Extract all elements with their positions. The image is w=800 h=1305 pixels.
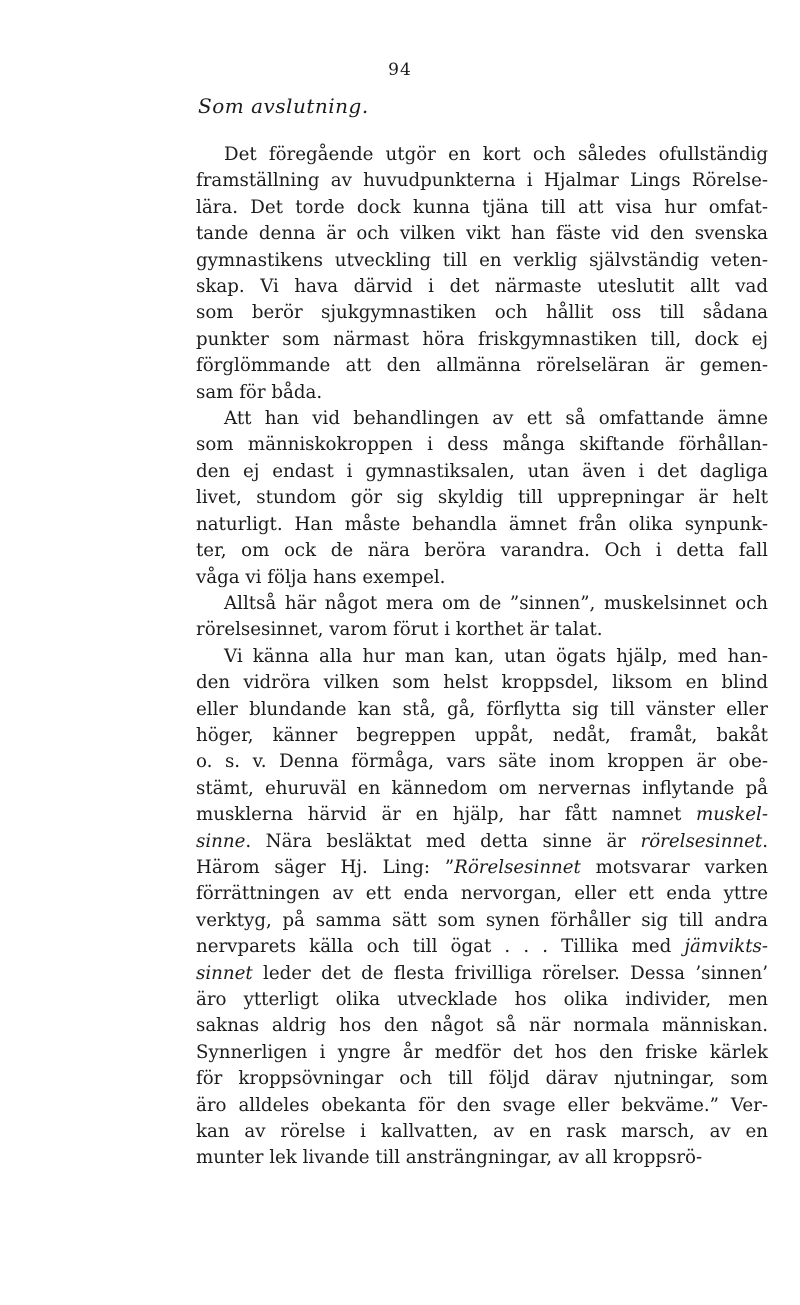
italic-term: muskel-	[695, 804, 768, 826]
page-number: 94	[388, 60, 412, 80]
text-segment: förrättningen av ett enda nervorgan, eller ett enda yttre	[196, 883, 768, 905]
text-line	[196, 1040, 768, 1066]
text-line	[196, 459, 768, 485]
text-line	[196, 1093, 768, 1119]
body-text	[196, 142, 768, 1172]
text-line	[196, 749, 768, 775]
italic-term: jämvikts-	[684, 936, 768, 958]
text-segment: sam för båda.	[196, 381, 323, 403]
text-line	[196, 565, 768, 591]
text-line	[196, 829, 768, 855]
text-line	[196, 142, 768, 168]
text-segment: höger, känner begreppen uppåt, nedåt, framåt, bakåt	[196, 724, 768, 746]
text-segment: som människokroppen i dess många skiftande förhållan-	[196, 434, 768, 456]
text-line	[196, 327, 768, 353]
text-line	[196, 776, 768, 802]
text-line	[196, 591, 768, 617]
text-segment: den vidröra vilken som helst kroppsdel, liksom en blind	[196, 672, 768, 694]
text-segment: för kroppsövningar och till följd därav njutningar, som	[196, 1068, 768, 1090]
text-line	[196, 987, 768, 1013]
text-line	[196, 432, 768, 458]
text-line	[196, 380, 768, 406]
text-line	[196, 485, 768, 511]
text-line	[196, 538, 768, 564]
text-segment: framställning av huvudpunkterna i Hjalmar Lings Rörelse-	[196, 170, 768, 192]
text-line	[196, 723, 768, 749]
text-segment: motsvarar varken	[580, 856, 768, 878]
text-segment: Vi känna alla hur man kan, utan ögats hjälp, med han-	[224, 645, 768, 667]
text-line	[196, 934, 768, 960]
text-segment: nervparets källa och till ögat . . . Tillika med	[196, 936, 685, 958]
text-line	[196, 195, 768, 221]
text-segment: o. s. v. Denna förmåga, vars säte inom kroppen är obe-	[196, 751, 768, 773]
paragraph	[196, 406, 768, 591]
italic-term: sinnet	[196, 962, 253, 984]
text-segment: Härom säger Hj. Ling: ”	[196, 856, 455, 878]
text-line	[196, 300, 768, 326]
text-segment: gymnastikens utveckling till en verklig självständig veten-	[196, 249, 768, 271]
text-segment: äro ytterligt olika utvecklade hos olika individer, men	[196, 989, 768, 1010]
text-segment: musklerna härvid är en hjälp, har fått namnet	[196, 804, 696, 826]
text-line	[196, 221, 768, 247]
text-segment: våga vi följa hans exempel.	[196, 566, 446, 588]
italic-term: rörelsesinnet	[640, 830, 763, 852]
text-segment: . Nära besläktat med detta sinne är	[245, 830, 641, 852]
text-segment: livet, stundom gör sig skyldig till upprepningar är helt	[196, 487, 768, 509]
text-line	[196, 855, 768, 881]
text-line	[196, 1145, 768, 1171]
text-line	[196, 168, 768, 194]
text-segment: Det föregående utgör en kort och således ofullständig	[224, 144, 768, 165]
text-segment: lära. Det torde dock kunna tjäna till att visa hur omfat-	[196, 196, 768, 218]
text-line	[196, 644, 768, 670]
section-heading: Som avslutning.	[198, 94, 369, 118]
text-segment: saknas aldrig hos den något så när normala människan.	[196, 1015, 768, 1037]
text-line	[196, 248, 768, 274]
text-segment: kan av rörelse i kallvatten, av en rask marsch, av en	[196, 1121, 768, 1143]
text-segment: den ej endast i gymnastiksalen, utan även i det dagliga	[196, 460, 768, 482]
text-segment: äro alldeles obekanta för den svage eller bekväme.” Ver-	[196, 1094, 768, 1116]
text-segment: munter lek livande till ansträngningar, av all kroppsrö-	[196, 1147, 703, 1169]
text-segment: som berör sjukgymnastiken och hållit oss till sådana	[196, 302, 768, 324]
text-line	[196, 274, 768, 300]
text-segment: verktyg, på samma sätt som synen förhåller sig till andra	[196, 909, 768, 931]
text-line	[196, 1066, 768, 1092]
italic-term: sinne	[196, 830, 246, 852]
text-line	[196, 670, 768, 696]
text-segment: naturligt. Han måste behandla ämnet från olika synpunk-	[196, 513, 768, 535]
text-line	[196, 881, 768, 907]
text-line	[196, 406, 768, 432]
text-segment: skap. Vi hava därvid i det närmaste uteslutit allt vad	[196, 276, 768, 298]
text-segment: rörelsesinnet, varom förut i korthet är talat.	[196, 619, 603, 641]
text-segment: punkter som närmast höra friskgymnastiken till, dock ej	[196, 328, 768, 350]
text-segment: tande denna är och vilken vikt han fäste vid den svenska	[196, 223, 768, 245]
text-segment: Synnerligen i yngre år medför det hos den friske kärlek	[196, 1041, 768, 1063]
text-segment: leder det de flesta frivilliga rörelser. Dessa ’sinnen’	[252, 962, 768, 984]
text-segment: ter, om ock de nära beröra varandra. Och i detta fall	[196, 540, 768, 562]
text-segment: Att han vid behandlingen av ett så omfattande ämne	[224, 408, 768, 430]
paragraph	[196, 142, 768, 406]
text-segment: eller blundande kan stå, gå, förflytta sig till vänster eller	[196, 698, 768, 720]
text-line	[196, 1013, 768, 1039]
text-line	[196, 802, 768, 828]
text-line	[196, 908, 768, 934]
text-line	[196, 617, 768, 643]
paragraph	[196, 644, 768, 1172]
text-segment: .	[762, 830, 768, 852]
text-line	[196, 961, 768, 987]
text-line	[196, 353, 768, 379]
paragraph	[196, 591, 768, 644]
text-line	[196, 697, 768, 723]
text-line	[196, 1119, 768, 1145]
text-segment: förglömmande att den allmänna rörelseläran är gemen-	[196, 355, 768, 377]
text-line	[196, 512, 768, 538]
italic-term: Rörelsesinnet	[454, 856, 581, 878]
text-segment: stämt, ehuruväl en kännedom om nervernas inflytande på	[196, 777, 768, 799]
text-segment: Alltså här något mera om de ”sinnen”, muskelsinnet och	[224, 592, 768, 614]
